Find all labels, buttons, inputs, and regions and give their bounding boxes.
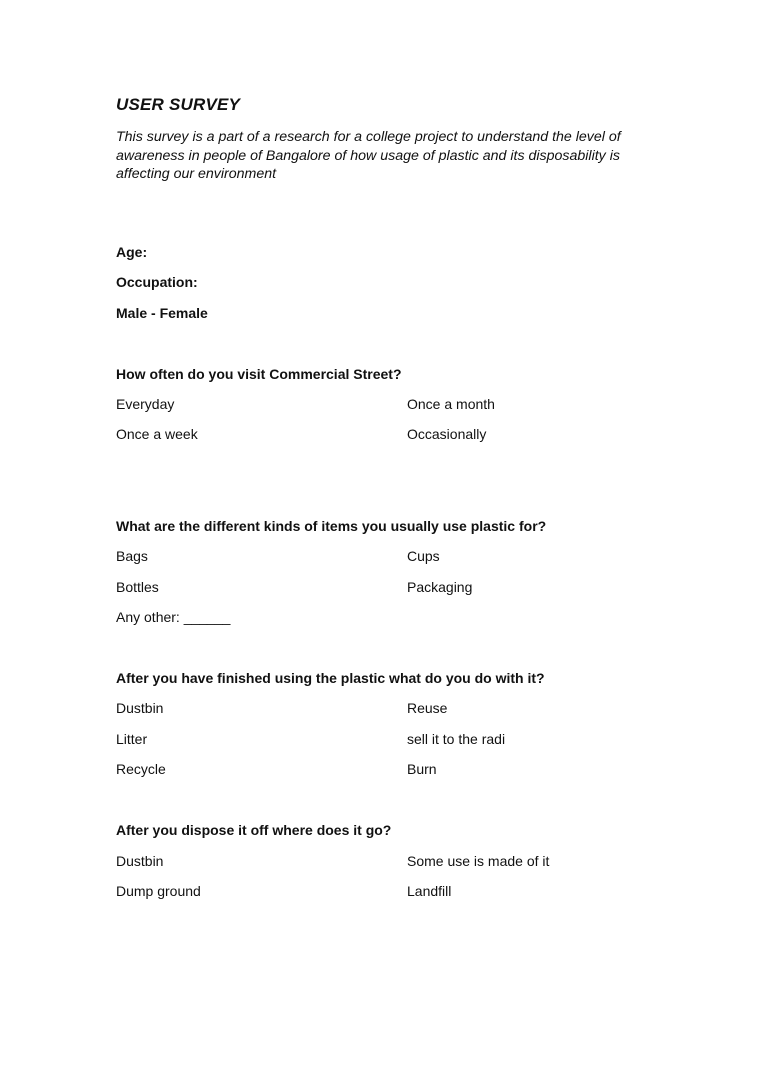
option-bottles: Bottles xyxy=(116,579,159,595)
question-after-use: After you have finished using the plastic what do you do with it? xyxy=(116,670,545,686)
question-plastic-items: What are the different kinds of items you usually use plastic for? xyxy=(116,518,547,534)
option-bags: Bags xyxy=(116,548,148,564)
occupation-field-label: Occupation: xyxy=(116,274,198,290)
option-dump-ground: Dump ground xyxy=(116,883,201,899)
option-everyday: Everyday xyxy=(116,396,175,412)
question-disposal-destination: After you dispose it off where does it go? xyxy=(116,822,392,838)
option-litter: Litter xyxy=(116,731,148,747)
survey-title: USER SURVEY xyxy=(116,95,241,114)
survey-intro: This survey is a part of a research for a college project to understand the level of awareness in people of Bangalore of how usage of plastic and its disposability is affecting our environment xyxy=(116,129,621,182)
option-landfill: Landfill xyxy=(407,883,452,899)
option-recycle: Recycle xyxy=(116,761,166,777)
option-reuse: Reuse xyxy=(407,700,448,716)
option-occasionally: Occasionally xyxy=(407,426,487,442)
gender-field-label: Male - Female xyxy=(116,305,208,321)
option-some-use: Some use is made of it xyxy=(407,853,550,869)
option-burn: Burn xyxy=(407,761,437,777)
option-cups: Cups xyxy=(407,548,440,564)
age-field-label: Age: xyxy=(116,244,148,260)
option-once-a-month: Once a month xyxy=(407,396,495,412)
option-dustbin: Dustbin xyxy=(116,700,164,716)
option-any-other: Any other: ______ xyxy=(116,609,231,625)
question-visit-frequency: How often do you visit Commercial Street? xyxy=(116,366,402,382)
option-packaging: Packaging xyxy=(407,579,473,595)
option-dispose-dustbin: Dustbin xyxy=(116,853,164,869)
option-once-a-week: Once a week xyxy=(116,426,198,442)
option-sell-to-radi: sell it to the radi xyxy=(407,731,506,747)
